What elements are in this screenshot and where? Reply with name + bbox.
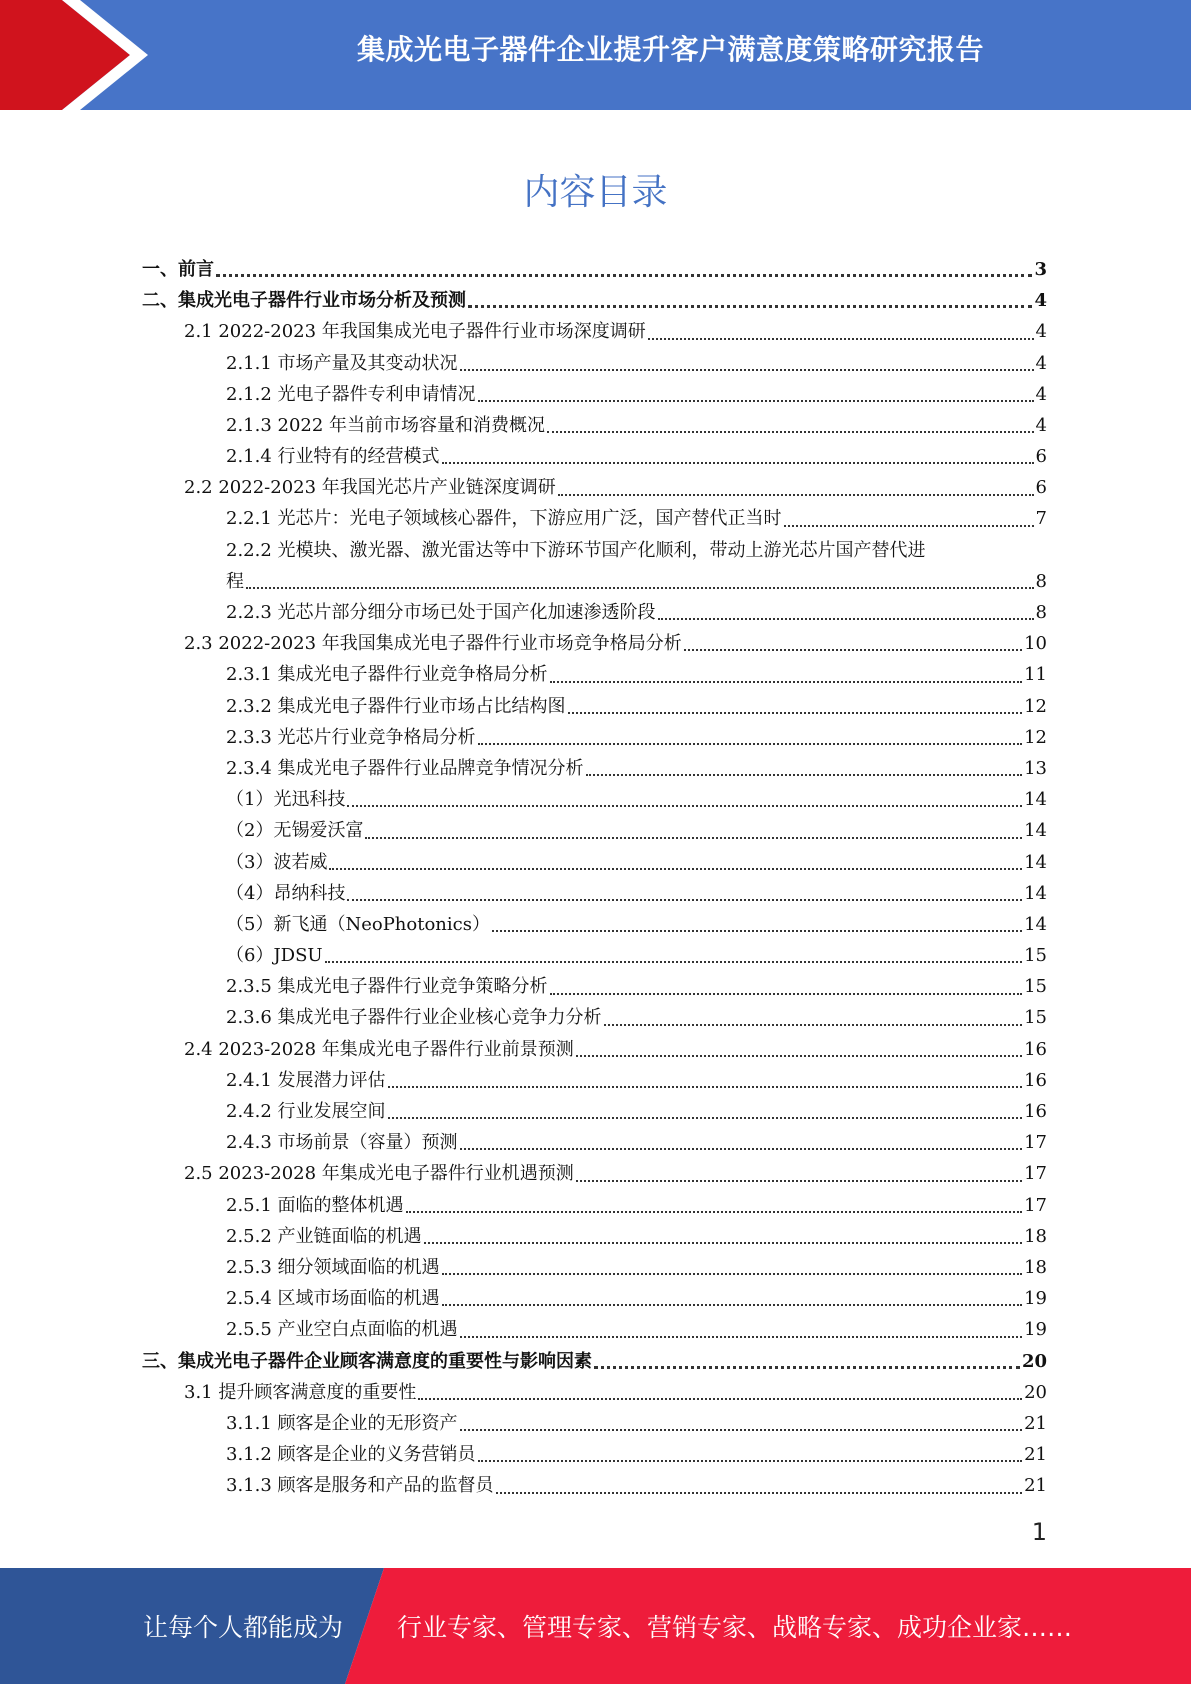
toc-leader-dots xyxy=(347,899,1022,901)
toc-entry[interactable] xyxy=(142,441,1047,472)
toc-leader-dots xyxy=(658,618,1034,620)
toc-leader-dots xyxy=(442,1273,1023,1275)
toc-entry[interactable] xyxy=(142,1096,1047,1127)
toc-entry-page: 4 xyxy=(1034,290,1047,312)
toc-leader-dots xyxy=(460,1148,1023,1150)
toc-entry[interactable] xyxy=(142,504,1047,535)
toc-entry[interactable] xyxy=(142,1408,1047,1439)
toc-entry[interactable] xyxy=(142,1221,1047,1252)
toc-entry[interactable] xyxy=(142,1034,1047,1065)
toc-entry-page: 19 xyxy=(1024,1319,1047,1341)
toc-leader-dots xyxy=(576,1180,1022,1182)
toc-entry-page: 6 xyxy=(1035,446,1047,468)
toc-entry-label: （3）波若威 xyxy=(226,851,328,873)
toc-entry[interactable] xyxy=(142,348,1047,379)
toc-entry-label: （1）光迅科技 xyxy=(226,789,346,811)
toc-entry[interactable] xyxy=(142,379,1047,410)
toc-leader-dots xyxy=(468,305,1032,308)
toc-leader-dots xyxy=(604,1024,1023,1026)
toc-entry[interactable] xyxy=(142,722,1047,753)
toc-entry-label: 一、前言 xyxy=(142,258,214,280)
toc-entry-label: 2.5.1 面临的整体机遇 xyxy=(226,1194,404,1216)
toc-entry-label: 2.1.3 2022 年当前市场容量和消费概况 xyxy=(226,414,546,436)
toc-leader-dots xyxy=(329,868,1022,870)
toc-entry-page: 20 xyxy=(1021,1350,1047,1372)
toc-entry-label: 3.1.2 顾客是企业的义务营销员 xyxy=(226,1444,476,1466)
toc-entry-page: 4 xyxy=(1035,383,1047,405)
toc-entry[interactable] xyxy=(142,535,1047,566)
toc-entry-label: 2.4.2 行业发展空间 xyxy=(226,1101,386,1123)
toc-entry-label: 3.1 提升顾客满意度的重要性 xyxy=(184,1381,417,1403)
toc-entry-label: （2）无锡爱沃富 xyxy=(226,820,364,842)
toc-entry-page: 3 xyxy=(1034,258,1047,280)
toc-entry[interactable] xyxy=(142,285,1047,316)
toc-entry-label: 2.1 2022-2023 年我国集成光电子器件行业市场深度调研 xyxy=(184,321,646,343)
toc-entry[interactable] xyxy=(142,847,1047,878)
toc-entry-page: 16 xyxy=(1024,1069,1047,1091)
toc-entry[interactable] xyxy=(142,597,1047,628)
toc-leader-dots xyxy=(424,1242,1023,1244)
toc-leader-dots xyxy=(586,774,1023,776)
toc-entry-label: 2.5.2 产业链面临的机遇 xyxy=(226,1225,422,1247)
toc-entry[interactable] xyxy=(142,1065,1047,1096)
toc-leader-dots xyxy=(478,400,1034,402)
toc-leader-dots xyxy=(492,930,1022,932)
toc-entry-page: 17 xyxy=(1024,1132,1047,1154)
toc-entry-label: 2.4 2023-2028 年集成光电子器件行业前景预测 xyxy=(184,1038,574,1060)
toc-entry-page: 14 xyxy=(1024,913,1047,935)
toc-entry-label: 3.1.3 顾客是服务和产品的监督员 xyxy=(226,1475,494,1497)
toc-leader-dots xyxy=(558,494,1034,496)
toc-entry[interactable] xyxy=(142,410,1047,441)
toc-entry-page: 10 xyxy=(1024,633,1047,655)
header-band xyxy=(0,0,1191,110)
toc-entry-page: 16 xyxy=(1024,1101,1047,1123)
toc-entry-page: 11 xyxy=(1024,664,1047,686)
red-arrow-shape xyxy=(0,0,130,110)
toc-entry-page: 21 xyxy=(1024,1475,1047,1497)
toc-leader-dots xyxy=(418,1398,1022,1400)
footer-band xyxy=(0,1568,1191,1684)
toc-entry-page: 12 xyxy=(1024,726,1047,748)
toc-entry-page: 15 xyxy=(1024,1007,1047,1029)
toc-entry[interactable] xyxy=(142,316,1047,347)
toc-entry-page: 6 xyxy=(1035,477,1047,499)
document-title: 集成光电子器件企业提升客户满意度策略研究报告 xyxy=(356,33,984,66)
toc-entry-label: 2.3.6 集成光电子器件行业企业核心竞争力分析 xyxy=(226,1007,602,1029)
toc-entry[interactable] xyxy=(142,815,1047,846)
toc-entry[interactable] xyxy=(142,1252,1047,1283)
toc-entry-label: （6）JDSU xyxy=(226,945,323,967)
toc-entry-label: 3.1.1 顾客是企业的无形资产 xyxy=(226,1412,458,1434)
toc-entry-label: 2.5.4 区域市场面临的机遇 xyxy=(226,1288,440,1310)
toc-leader-dots xyxy=(442,462,1034,464)
toc-leader-dots xyxy=(568,712,1023,714)
toc-leader-dots xyxy=(460,369,1034,371)
toc-entry[interactable] xyxy=(142,1158,1047,1189)
page-number: 1 xyxy=(1031,1518,1047,1546)
toc-leader-dots xyxy=(648,338,1034,340)
toc-leader-dots xyxy=(406,1211,1023,1213)
toc-entry-label: （4）昂纳科技 xyxy=(226,882,346,904)
toc-entry-page: 8 xyxy=(1035,602,1047,624)
toc-entry-page: 14 xyxy=(1024,882,1047,904)
toc-entry-label: 2.3.3 光芯片行业竞争格局分析 xyxy=(226,726,476,748)
toc-entry-page: 21 xyxy=(1024,1444,1047,1466)
toc-entry-label: 2.3.5 集成光电子器件行业竞争策略分析 xyxy=(226,976,548,998)
toc-entry[interactable] xyxy=(142,566,1047,597)
toc-leader-dots xyxy=(442,1304,1023,1306)
toc-title: 内容目录 xyxy=(523,172,668,213)
toc-entry-label: 二、集成光电子器件行业市场分析及预测 xyxy=(142,290,466,312)
toc-leader-dots xyxy=(460,1336,1023,1338)
toc-entry[interactable] xyxy=(142,940,1047,971)
toc-entry[interactable] xyxy=(142,1346,1047,1377)
toc-entry[interactable] xyxy=(142,1314,1047,1345)
toc-leader-dots xyxy=(550,993,1023,995)
toc-entry-label: 2.2.1 光芯片：光电子领域核心器件，下游应用广泛，国产替代正当时 xyxy=(226,508,782,530)
toc-entry-page: 14 xyxy=(1024,789,1047,811)
toc-entry-label: 程 xyxy=(226,570,244,592)
toc-leader-dots xyxy=(388,1086,1023,1088)
toc-entry-page: 15 xyxy=(1024,976,1047,998)
toc-leader-dots xyxy=(388,1117,1023,1119)
toc-leader-dots xyxy=(478,743,1023,745)
toc-leader-dots xyxy=(550,681,1023,683)
toc-entry[interactable] xyxy=(142,909,1047,940)
toc-entry-label: 2.2.2 光模块、激光器、激光雷达等中下游环节国产化顺利，带动上游光芯片国产替代进 xyxy=(226,539,926,561)
toc-entry-label: 2.5.3 细分领域面临的机遇 xyxy=(226,1256,440,1278)
toc-entry-page: 7 xyxy=(1035,508,1047,530)
toc-leader-dots xyxy=(684,649,1022,651)
toc-entry-label: 2.1.1 市场产量及其变动状况 xyxy=(226,352,458,374)
toc-entry-page: 20 xyxy=(1024,1381,1047,1403)
toc-leader-dots xyxy=(547,431,1033,433)
toc-entry-page: 12 xyxy=(1024,695,1047,717)
toc-entry-label: 2.4.3 市场前景（容量）预测 xyxy=(226,1132,458,1154)
toc-entry-page: 17 xyxy=(1024,1194,1047,1216)
toc-entry[interactable] xyxy=(142,1439,1047,1470)
toc-entry-label: 三、集成光电子器件企业顾客满意度的重要性与影响因素 xyxy=(142,1350,592,1372)
toc-leader-dots xyxy=(460,1429,1023,1431)
toc-entry-label: 2.3.2 集成光电子器件行业市场占比结构图 xyxy=(226,695,566,717)
toc-entry-page: 19 xyxy=(1024,1288,1047,1310)
toc-entry-label: 2.5 2023-2028 年集成光电子器件行业机遇预测 xyxy=(184,1163,574,1185)
toc-entry[interactable] xyxy=(142,1003,1047,1034)
toc-entry-page: 17 xyxy=(1024,1163,1047,1185)
toc-entry[interactable] xyxy=(142,254,1047,285)
toc-entry-label: 2.2.3 光芯片部分细分市场已处于国产化加速渗透阶段 xyxy=(226,602,656,624)
toc-entry-label: （5）新飞通（NeoPhotonics） xyxy=(226,913,490,935)
toc-leader-dots xyxy=(347,805,1022,807)
toc-entry-page: 4 xyxy=(1035,414,1047,436)
toc-leader-dots xyxy=(576,1055,1022,1057)
toc-entry[interactable] xyxy=(142,472,1047,503)
table-of-contents xyxy=(142,254,1047,1502)
toc-entry-page: 21 xyxy=(1024,1412,1047,1434)
toc-entry[interactable] xyxy=(142,628,1047,659)
toc-entry-label: 2.2 2022-2023 年我国光芯片产业链深度调研 xyxy=(184,477,556,499)
toc-entry-label: 2.3.1 集成光电子器件行业竞争格局分析 xyxy=(226,664,548,686)
toc-entry-label: 2.1.4 行业特有的经营模式 xyxy=(226,446,440,468)
toc-entry[interactable] xyxy=(142,1377,1047,1408)
toc-entry-page: 14 xyxy=(1024,820,1047,842)
toc-leader-dots xyxy=(246,587,1034,589)
toc-entry-page: 18 xyxy=(1024,1225,1047,1247)
toc-entry[interactable] xyxy=(142,659,1047,690)
toc-entry-page: 16 xyxy=(1024,1038,1047,1060)
toc-entry-label: 2.4.1 发展潜力评估 xyxy=(226,1069,386,1091)
toc-entry[interactable] xyxy=(142,1127,1047,1158)
toc-leader-dots xyxy=(784,525,1034,527)
toc-entry-page: 13 xyxy=(1024,757,1047,779)
toc-entry-label: 2.3.4 集成光电子器件行业品牌竞争情况分析 xyxy=(226,757,584,779)
toc-entry[interactable] xyxy=(142,784,1047,815)
toc-entry-label: 2.5.5 产业空白点面临的机遇 xyxy=(226,1319,458,1341)
toc-leader-dots xyxy=(496,1492,1023,1494)
toc-entry-page: 14 xyxy=(1024,851,1047,873)
toc-entry-page: 15 xyxy=(1024,945,1047,967)
toc-entry[interactable] xyxy=(142,878,1047,909)
toc-leader-dots xyxy=(365,837,1022,839)
toc-entry[interactable] xyxy=(142,753,1047,784)
toc-entry-page: 4 xyxy=(1035,352,1047,374)
toc-leader-dots xyxy=(325,961,1022,963)
toc-entry-label: 2.3 2022-2023 年我国集成光电子器件行业市场竞争格局分析 xyxy=(184,633,682,655)
toc-leader-dots xyxy=(594,1366,1020,1369)
toc-entry[interactable] xyxy=(142,1283,1047,1314)
toc-leader-dots xyxy=(478,1460,1023,1462)
toc-entry[interactable] xyxy=(142,1470,1047,1501)
toc-entry-page: 8 xyxy=(1035,570,1047,592)
footer-slogan-right: 行业专家、管理专家、营销专家、战略专家、成功企业家…… xyxy=(397,1613,1073,1642)
toc-entry[interactable] xyxy=(142,1190,1047,1221)
toc-entry-label: 2.1.2 光电子器件专利申请情况 xyxy=(226,383,476,405)
footer-slogan-left: 让每个人都能成为 xyxy=(143,1613,344,1642)
toc-entry-page: 18 xyxy=(1024,1256,1047,1278)
toc-entry[interactable] xyxy=(142,971,1047,1002)
toc-entry[interactable] xyxy=(142,691,1047,722)
toc-entry-page: 4 xyxy=(1035,321,1047,343)
toc-leader-dots xyxy=(216,274,1032,277)
